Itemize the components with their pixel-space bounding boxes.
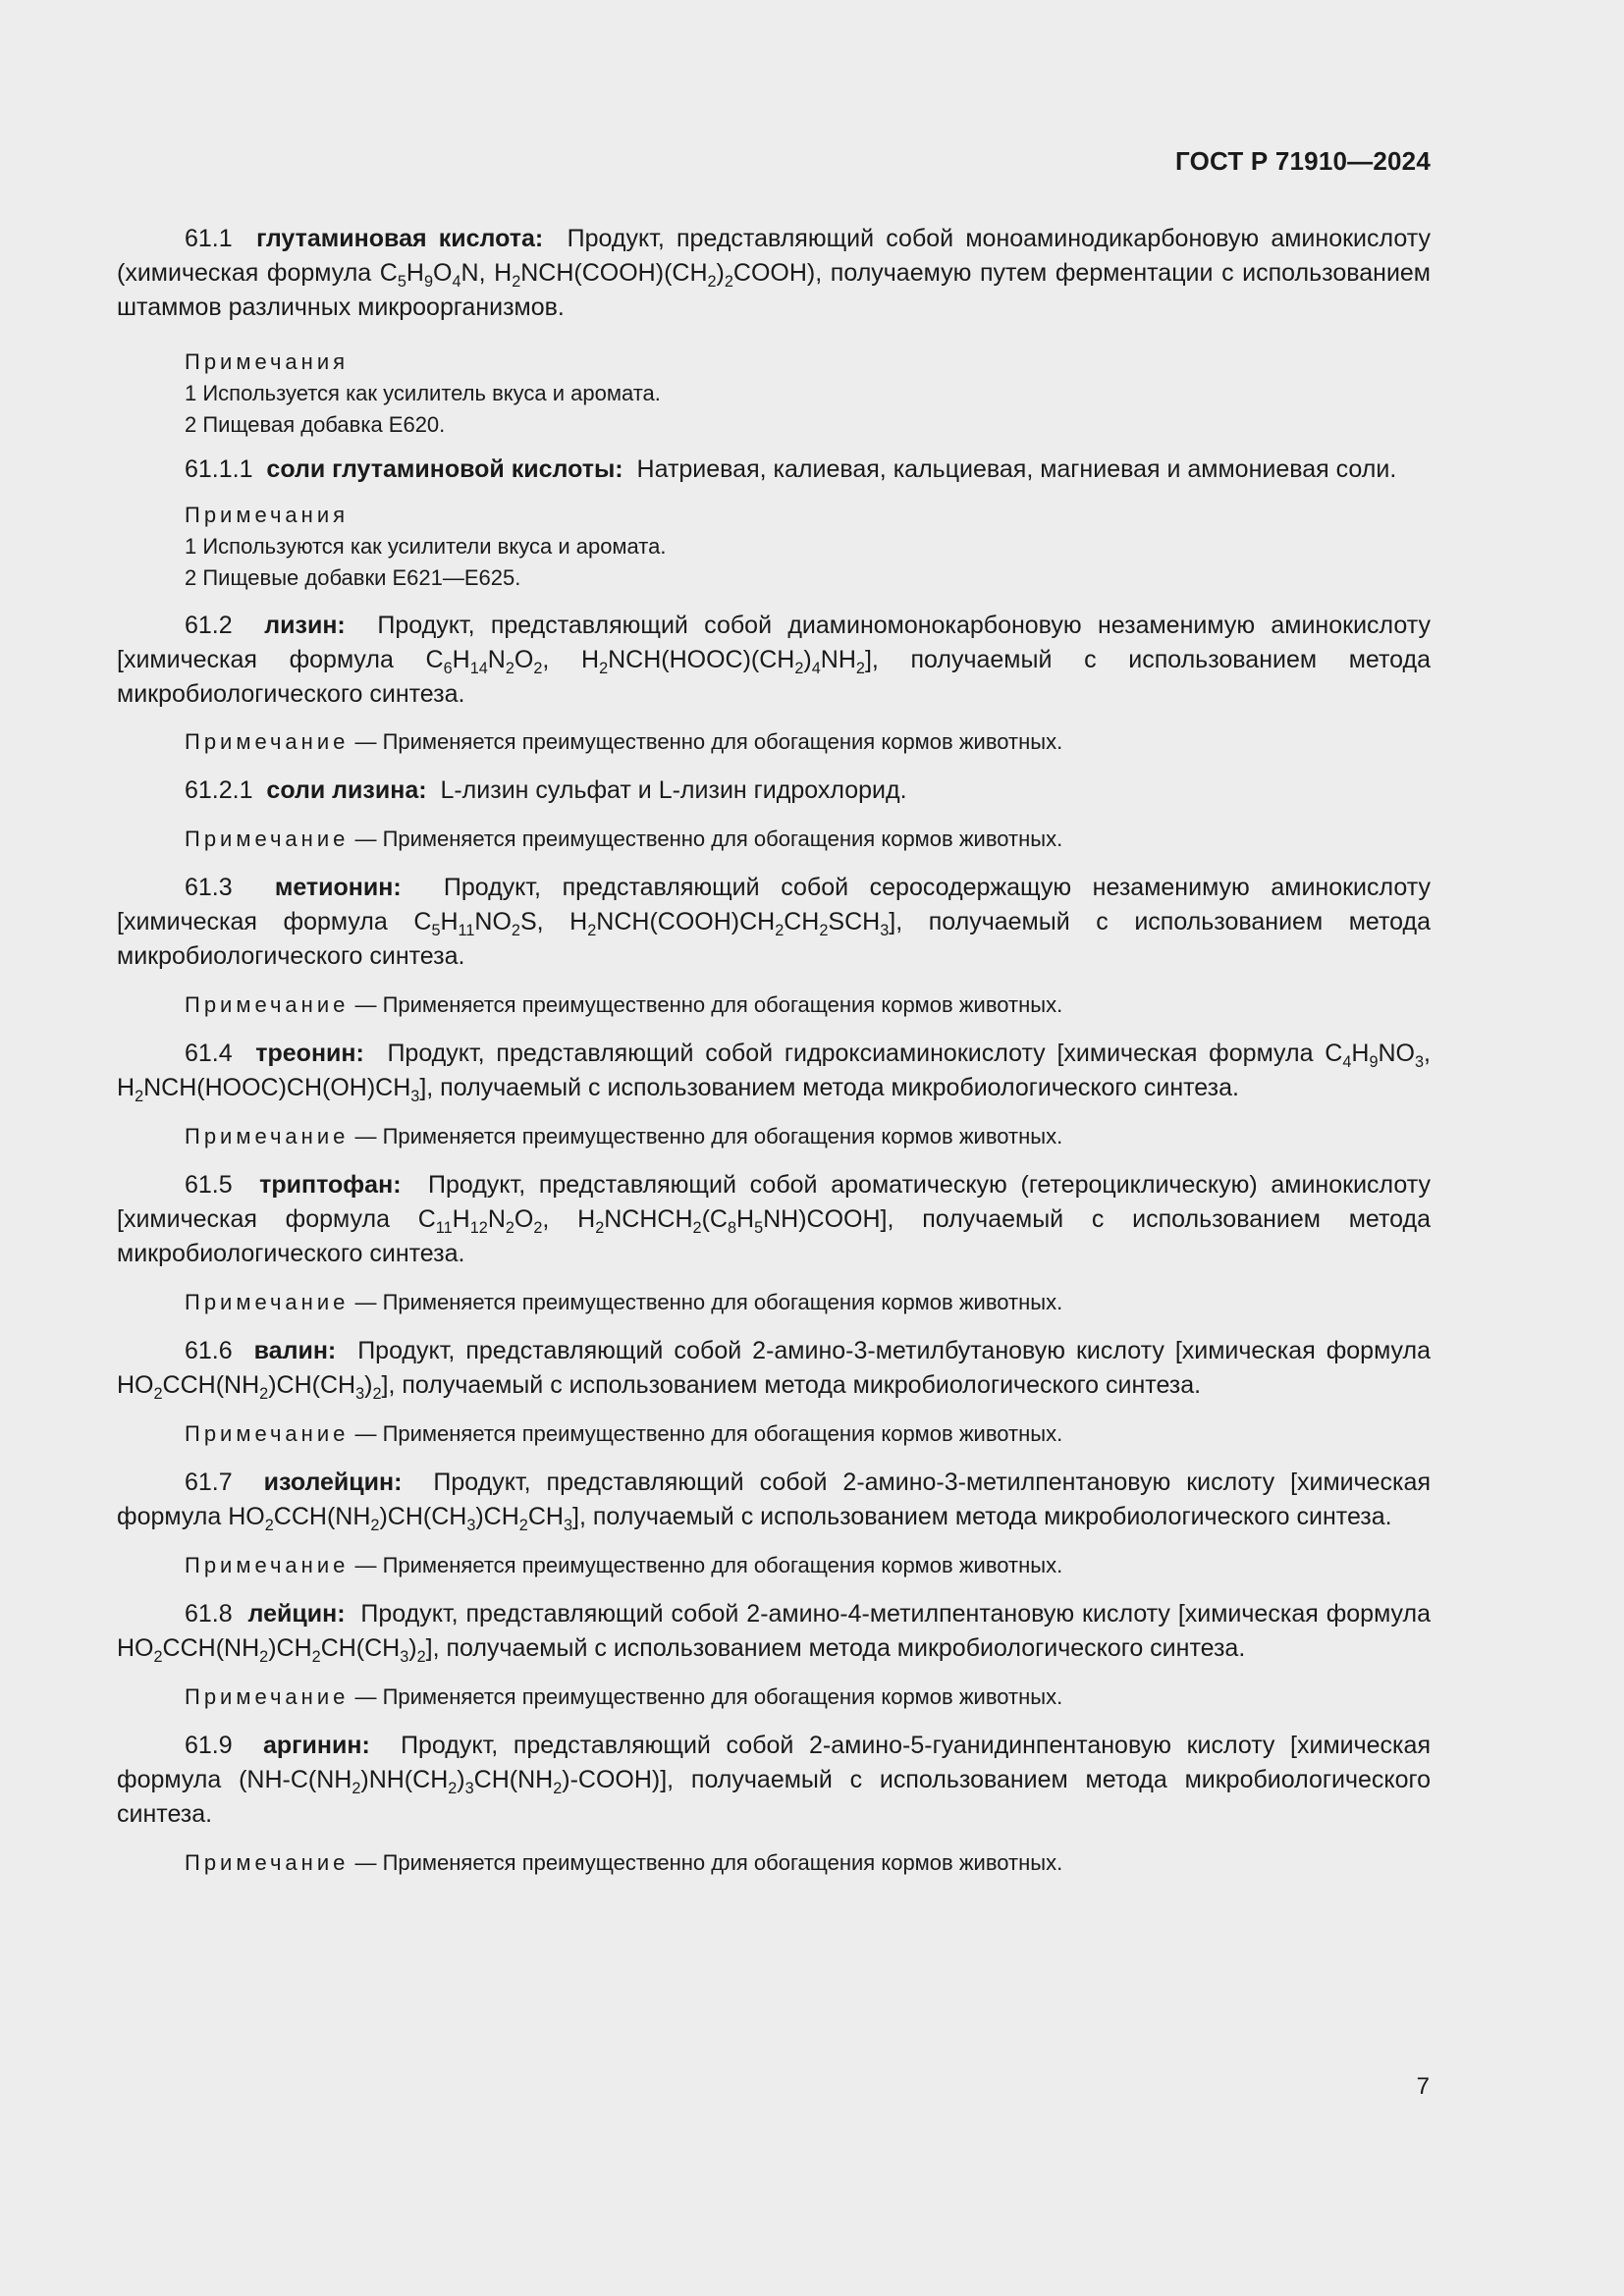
note-item: 2 Пищевая добавка Е620.: [185, 412, 446, 437]
note-heading: Примечание: [185, 729, 350, 754]
note-text: — Применяется преимущественно для обогащения кормов животных.: [354, 827, 1063, 851]
definition-text: H: [406, 259, 424, 287]
definition-text: CCH(NH: [273, 1503, 371, 1530]
definition-text: NCH(COOH)CH: [596, 908, 776, 935]
formula-subscript: 3: [880, 922, 890, 940]
definition-text: CCH(NH: [162, 1371, 260, 1399]
term-name: метионин:: [274, 874, 402, 901]
term-entry: [117, 1466, 1431, 1534]
definition-text: ], получаемый с использованием метода микробиологического синтеза.: [425, 1634, 1246, 1662]
formula-subscript: 5: [754, 1219, 764, 1238]
formula-subscript: 2: [553, 1780, 563, 1798]
term-number: 61.1.1: [185, 455, 253, 483]
definition-text: NO: [1378, 1040, 1415, 1067]
definition-text: O: [514, 646, 534, 673]
note-text: — Применяется преимущественно для обогащения кормов животных.: [354, 729, 1063, 754]
note-line: [117, 726, 1431, 758]
note-line: [117, 1550, 1431, 1581]
term-entry: [117, 1334, 1431, 1403]
formula-subscript: 2: [448, 1780, 458, 1798]
definition-text: Продукт, представляющий собой 2-амино-4-метилпентановую кислоту [химическая формула HO: [117, 1600, 1431, 1662]
note-line: [117, 824, 1431, 855]
note-heading: Примечание: [185, 1684, 350, 1709]
definition-text: )CH: [475, 1503, 519, 1530]
formula-subscript: 11: [435, 1219, 453, 1238]
term-number: 61.2: [185, 612, 233, 639]
definition-text: , H: [117, 1040, 1431, 1101]
note-text: — Применяется преимущественно для обогащения кормов животных.: [354, 1124, 1063, 1148]
formula-subscript: 2: [794, 660, 804, 678]
formula-subscript: 2: [505, 1219, 514, 1238]
formula-subscript: 2: [135, 1088, 144, 1106]
formula-subscript: 2: [153, 1648, 163, 1667]
term-name: валин:: [253, 1337, 337, 1364]
formula-subscript: 3: [410, 1088, 420, 1106]
term-number: 61.3: [185, 874, 233, 901]
formula-subscript: 2: [264, 1517, 274, 1535]
note-heading: Примечание: [185, 1290, 350, 1314]
definition-text: ], получаемый с использованием метода микробиологического синтеза.: [117, 908, 1432, 970]
definition-text: H: [1351, 1040, 1370, 1067]
definition-text: H: [452, 1205, 470, 1233]
note-text: — Применяется преимущественно для обогащения кормов животных.: [354, 1850, 1063, 1875]
formula-subscript: 2: [724, 273, 733, 292]
formula-subscript: 9: [1369, 1053, 1379, 1072]
formula-subscript: 5: [431, 922, 441, 940]
term-name: триптофан:: [259, 1171, 402, 1199]
term-name: глутаминовая кислота:: [256, 225, 544, 252]
note-line: [117, 1418, 1431, 1450]
term-entry: [117, 1168, 1431, 1271]
definition-text: N, H: [460, 259, 513, 287]
formula-subscript: 3: [1414, 1053, 1425, 1072]
definition-text: ], получаемый с использованием метода микробиологического синтеза.: [117, 646, 1432, 708]
formula-subscript: 2: [352, 1780, 361, 1798]
term-number: 61.9: [185, 1732, 233, 1759]
term-number: 61.6: [185, 1337, 233, 1364]
formula-subscript: 12: [469, 1219, 488, 1238]
definition-text: Продукт, представляющий собой гидроксиаминокислоту [химическая формула C: [387, 1040, 1343, 1067]
formula-subscript: 2: [518, 1517, 528, 1535]
notes-block: [117, 347, 1431, 441]
note-line: [117, 1682, 1431, 1713]
definition-text: H: [452, 646, 470, 673]
document-code: ГОСТ Р 71910—2024: [1175, 146, 1431, 176]
formula-subscript: 2: [533, 660, 543, 678]
definition-text: ], получаемый с использованием метода микробиологического синтеза.: [572, 1503, 1392, 1530]
formula-subscript: 14: [469, 660, 488, 678]
definition-text: ): [716, 259, 725, 287]
notes-block: [117, 500, 1431, 594]
note-heading: Примечание: [185, 1124, 350, 1148]
formula-subscript: 2: [259, 1385, 269, 1404]
formula-subscript: 3: [400, 1648, 409, 1667]
page-number: 7: [1416, 2073, 1430, 2100]
definition-text: Продукт, представляющий собой диаминомонокарбоновую незаменимую аминокислоту [химическая формула C: [117, 612, 1431, 673]
definition-text: ): [803, 646, 812, 673]
formula-subscript: 2: [855, 660, 865, 678]
term-name: треонин:: [255, 1040, 364, 1067]
formula-subscript: 2: [819, 922, 829, 940]
formula-subscript: 3: [355, 1385, 365, 1404]
term-name: изолейцин:: [263, 1468, 403, 1496]
note-text: — Применяется преимущественно для обогащения кормов животных.: [354, 992, 1063, 1017]
formula-subscript: 11: [458, 922, 475, 940]
note-heading: Примечание: [185, 1553, 350, 1577]
note-heading: Примечание: [185, 1421, 350, 1446]
formula-subscript: 2: [599, 660, 609, 678]
definition-text: Продукт, представляющий собой 2-амино-5-гуанидинпентановую кислоту [химическая формула (NH-C(NH: [117, 1732, 1431, 1793]
note-line: [117, 1847, 1431, 1879]
notes-heading: Примечания: [185, 503, 350, 527]
term-number: 61.7: [185, 1468, 233, 1496]
definition-text: )-COOH)], получаемый с использованием метода микробиологического синтеза.: [117, 1766, 1432, 1828]
definition-text: NCH(HOOC)(CH: [608, 646, 795, 673]
definition-text: Продукт, представляющий собой 2-амино-3-метилпентановую кислоту [химическая формула HO: [117, 1468, 1431, 1530]
term-entry: [117, 222, 1431, 325]
term-entry: [117, 774, 1431, 808]
definition-text: Продукт, представляющий собой моноаминодикарбоновую аминокислоту (химическая формула C: [117, 225, 1431, 287]
note-item: 1 Используются как усилители вкуса и аромата.: [185, 534, 667, 559]
term-number: 61.4: [185, 1040, 233, 1067]
definition-text: O: [433, 259, 453, 287]
definition-text: CCH(NH: [162, 1634, 260, 1662]
definition-text: (C: [701, 1205, 728, 1233]
definition-text: NH: [820, 646, 856, 673]
note-line: [117, 1287, 1431, 1318]
definition-text: )CH: [268, 1634, 312, 1662]
formula-subscript: 6: [443, 660, 453, 678]
definition-text: Натриевая, калиевая, кальциевая, магниевая и аммониевая соли.: [636, 455, 1397, 483]
formula-subscript: 2: [511, 922, 520, 940]
formula-subscript: 2: [372, 1385, 382, 1404]
formula-subscript: 3: [466, 1517, 476, 1535]
note-text: — Применяется преимущественно для обогащения кормов животных.: [354, 1553, 1063, 1577]
formula-subscript: 2: [416, 1648, 426, 1667]
formula-subscript: 2: [595, 1219, 605, 1238]
note-heading: Примечание: [185, 827, 350, 851]
term-entry: [117, 453, 1431, 487]
formula-subscript: 2: [707, 273, 717, 292]
formula-subscript: 3: [464, 1780, 474, 1798]
formula-subscript: 2: [259, 1648, 269, 1667]
definition-text: ], получаемый с использованием метода микробиологического синтеза.: [419, 1074, 1239, 1101]
formula-subscript: 5: [397, 273, 406, 292]
definition-text: SCH: [828, 908, 881, 935]
term-entry: [117, 609, 1431, 712]
note-line: [117, 1121, 1431, 1152]
note-item: 2 Пищевые добавки Е621—Е625.: [185, 565, 521, 590]
term-number: 61.8: [185, 1600, 233, 1628]
formula-subscript: 2: [153, 1385, 163, 1404]
note-text: — Применяется преимущественно для обогащения кормов животных.: [354, 1290, 1063, 1314]
formula-subscript: 2: [692, 1219, 702, 1238]
formula-subscript: 4: [1342, 1053, 1352, 1072]
definition-text: CH: [784, 908, 820, 935]
note-text: — Применяется преимущественно для обогащения кормов животных.: [354, 1421, 1063, 1446]
term-name: аргинин:: [262, 1732, 370, 1759]
definition-text: ): [364, 1371, 373, 1399]
definition-text: NCHCH: [604, 1205, 693, 1233]
definition-text: NH)COOH], получаемый с использованием метода микробиологического синтеза.: [117, 1205, 1432, 1267]
note-heading: Примечание: [185, 1850, 350, 1875]
term-name: соли глутаминовой кислоты:: [266, 455, 623, 483]
term-name: лизин:: [264, 612, 346, 639]
term-number: 61.2.1: [185, 776, 253, 804]
term-name: лейцин:: [247, 1600, 346, 1628]
formula-subscript: 2: [587, 922, 597, 940]
term-number: 61.5: [185, 1171, 233, 1199]
definition-text: Продукт, представляющий собой ароматическую (гетероциклическую) аминокислоту [химическая формула C: [117, 1171, 1431, 1233]
definition-text: CH(CH: [320, 1634, 401, 1662]
definition-text: , H: [542, 1205, 596, 1233]
term-number: 61.1: [185, 225, 233, 252]
document-body: [117, 222, 1431, 1879]
formula-subscript: 3: [563, 1517, 572, 1535]
term-name: соли лизина:: [266, 776, 427, 804]
definition-text: , H: [542, 646, 600, 673]
definition-text: H: [440, 908, 459, 935]
definition-text: H: [736, 1205, 755, 1233]
note-item: 1 Используется как усилитель вкуса и аромата.: [185, 381, 661, 405]
note-text: — Применяется преимущественно для обогащения кормов животных.: [354, 1684, 1063, 1709]
definition-text: L-лизин сульфат и L-лизин гидрохлорид.: [440, 776, 907, 804]
definition-text: )CH(CH: [379, 1503, 467, 1530]
definition-text: )NH(CH: [360, 1766, 449, 1793]
formula-subscript: 4: [452, 273, 461, 292]
formula-subscript: 9: [423, 273, 434, 292]
definition-text: COOH), получаемую путем ферментации с использованием штаммов различных микроорганизмов.: [117, 259, 1431, 321]
formula-subscript: 2: [311, 1648, 321, 1667]
note-line: [117, 989, 1431, 1021]
definition-text: NCH(COOH)(CH: [520, 259, 708, 287]
formula-subscript: 2: [512, 273, 521, 292]
formula-subscript: 2: [533, 1219, 543, 1238]
definition-text: O: [514, 1205, 534, 1233]
note-heading: Примечание: [185, 992, 350, 1017]
definition-text: ): [457, 1766, 465, 1793]
definition-text: ], получаемый с использованием метода микробиологического синтеза.: [381, 1371, 1202, 1399]
definition-text: N: [487, 646, 506, 673]
term-entry: [117, 1729, 1431, 1832]
term-entry: [117, 1037, 1431, 1105]
definition-text: Продукт, представляющий собой серосодержащую незаменимую аминокислоту [химическая формула C: [117, 874, 1431, 935]
definition-text: N: [487, 1205, 506, 1233]
definition-text: )CH(CH: [268, 1371, 356, 1399]
definition-text: S, H: [519, 908, 588, 935]
term-entry: [117, 1597, 1431, 1666]
notes-heading: Примечания: [185, 349, 350, 374]
formula-subscript: 2: [775, 922, 785, 940]
definition-text: CH(NH: [473, 1766, 554, 1793]
definition-text: NCH(HOOC)CH(OH)CH: [143, 1074, 411, 1101]
formula-subscript: 4: [811, 660, 821, 678]
term-entry: [117, 871, 1431, 974]
definition-text: Продукт, представляющий собой 2-амино-3-метилбутановую кислоту [химическая формула HO: [117, 1337, 1431, 1399]
formula-subscript: 8: [727, 1219, 736, 1238]
definition-text: NO: [474, 908, 512, 935]
definition-text: CH: [527, 1503, 564, 1530]
definition-text: ): [408, 1634, 417, 1662]
formula-subscript: 2: [370, 1517, 380, 1535]
formula-subscript: 2: [505, 660, 514, 678]
